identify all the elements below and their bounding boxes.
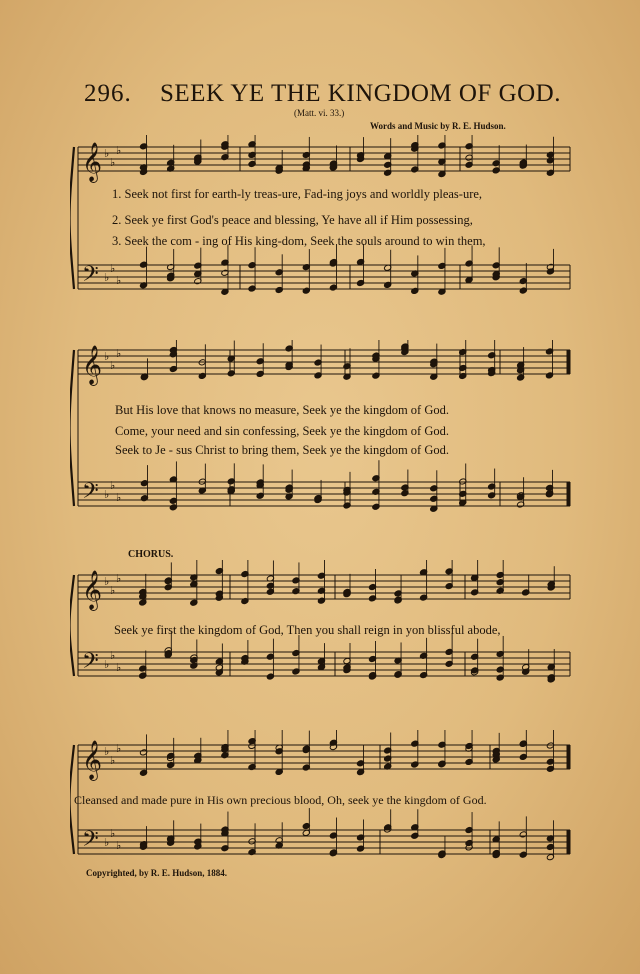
verse-2-line: Come, your need and sin confessing, Seek ye the kingdom of God. (115, 424, 449, 438)
svg-text:𝄢: 𝄢 (82, 479, 99, 509)
chorus-line-2: Cleansed and made pure in His own precious blood, Oh, seek ye the kingdom of God. (74, 793, 487, 807)
svg-text:𝄢: 𝄢 (82, 827, 99, 857)
svg-text:♭: ♭ (116, 491, 122, 504)
svg-text:♭: ♭ (116, 144, 122, 157)
svg-text:♭: ♭ (116, 839, 122, 852)
verse-1-line: But His love that knows no measure, Seek ye the kingdom of God. (115, 403, 449, 417)
verse-2-line: 2. Seek ye first God's peace and blessing, Ye have all if Him possessing, (112, 213, 473, 227)
svg-text:𝄞: 𝄞 (82, 142, 103, 182)
copyright-notice: Copyrighted, by R. E. Hudson, 1884. (86, 868, 228, 878)
svg-text:♭: ♭ (104, 836, 110, 849)
svg-text:♭: ♭ (110, 359, 116, 372)
svg-text:♭: ♭ (116, 274, 122, 287)
svg-text:𝄢: 𝄢 (82, 649, 99, 679)
music-system-4 (70, 730, 580, 870)
verse-1-line: 1. Seek not first for earth-ly treas-ure, Fad-ing joys and worldly pleas-ure, (112, 187, 483, 201)
svg-text:♭: ♭ (110, 479, 116, 492)
svg-text:♭: ♭ (104, 658, 110, 671)
svg-text:♭: ♭ (110, 262, 116, 275)
svg-text:♭: ♭ (104, 147, 110, 160)
chorus-label: CHORUS. (128, 549, 174, 560)
svg-text:♭: ♭ (116, 661, 122, 674)
svg-text:♭: ♭ (104, 271, 110, 284)
svg-text:♭: ♭ (110, 649, 116, 662)
hymn-title: SEEK YE THE KINGDOM OF GOD. (160, 80, 561, 107)
svg-text:♭: ♭ (116, 742, 122, 755)
svg-text:♭: ♭ (116, 347, 122, 360)
svg-text:𝄞: 𝄞 (82, 570, 103, 610)
author-credit: Words and Music by R. E. Hudson. (370, 121, 506, 131)
verse-3-line: Seek to Je - sus Christ to bring them, Seek ye the kingdom of God. (115, 443, 449, 457)
svg-text:♭: ♭ (104, 350, 110, 363)
svg-text:♭: ♭ (110, 754, 116, 767)
chorus-line-1: Seek ye first the kingdom of God, Then you shall reign in yon blissful abode, (114, 623, 501, 637)
svg-text:♭: ♭ (116, 572, 122, 585)
hymn-number: 296. (84, 80, 132, 107)
music-system-3 (70, 560, 580, 690)
svg-text:𝄞: 𝄞 (82, 740, 103, 780)
scripture-reference: (Matt. vi. 33.) (294, 108, 345, 118)
svg-text:♭: ♭ (110, 827, 116, 840)
svg-text:♭: ♭ (104, 575, 110, 588)
music-system-1 (70, 135, 580, 305)
music-system-2 (70, 340, 580, 515)
svg-text:𝄞: 𝄞 (82, 345, 103, 385)
svg-text:♭: ♭ (104, 745, 110, 758)
svg-text:♭: ♭ (110, 156, 116, 169)
svg-text:♭: ♭ (110, 584, 116, 597)
svg-text:𝄢: 𝄢 (82, 262, 99, 292)
svg-text:♭: ♭ (104, 488, 110, 501)
verse-3-line: 3. Seek the com - ing of His king-dom, Seek the souls around to win them, (112, 234, 486, 248)
